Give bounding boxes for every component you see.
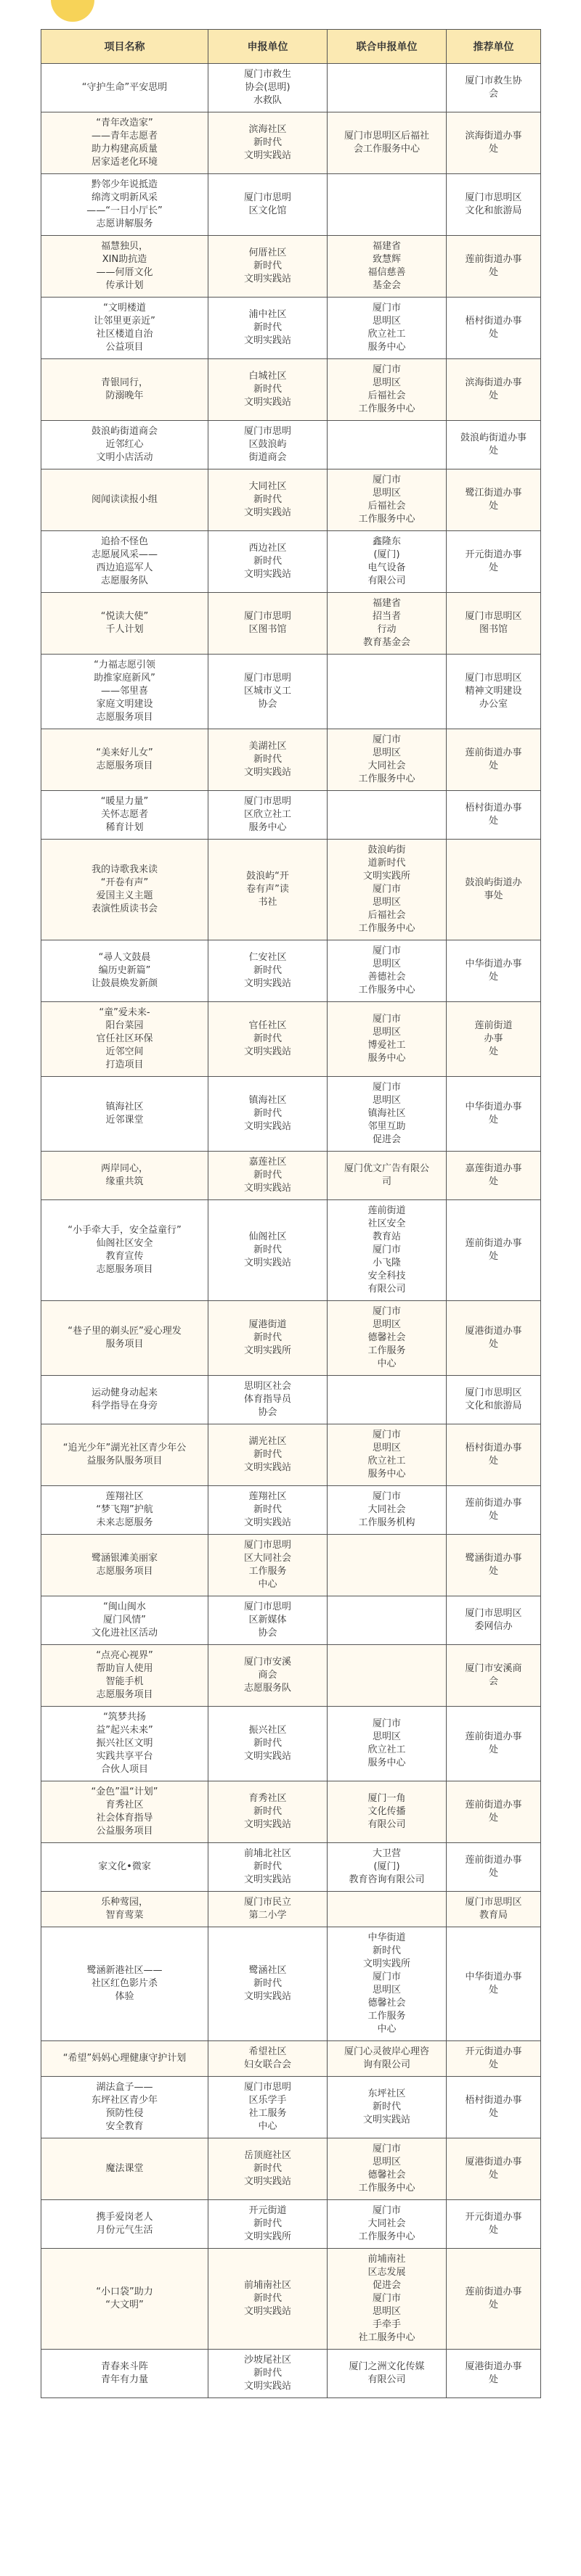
cell-applicant: 厦门市思明 区城市义工 协会 <box>208 655 328 729</box>
table-row <box>41 531 541 593</box>
cell-project-name: “闽山闽水 厦门风情” 文化进社区活动 <box>41 1596 208 1645</box>
cell-joint-applicant: 厦门市 思明区 后福社会 工作服务中心 <box>328 359 447 421</box>
cell-applicant: 振兴社区 新时代 文明实践站 <box>208 1707 328 1781</box>
table-row <box>41 236 541 298</box>
table-row <box>41 1927 541 2041</box>
cell-recommender: 莲前街道办事 处 <box>447 2249 541 2350</box>
table-row <box>41 729 541 791</box>
cell-joint-applicant: 大卫营 (厦门) 教育咨询有限公司 <box>328 1843 447 1892</box>
cell-joint-applicant <box>328 1535 447 1596</box>
cell-recommender: 梧村街道办事 处 <box>447 2077 541 2138</box>
cell-applicant: 滨海社区 新时代 文明实践站 <box>208 112 328 174</box>
cell-project-name: “巷子里的剃头匠”爱心理发 服务项目 <box>41 1301 208 1376</box>
cell-recommender: 厦门市思明区 图书馆 <box>447 593 541 655</box>
cell-joint-applicant <box>328 655 447 729</box>
cell-applicant: 厦门市思明 区图书馆 <box>208 593 328 655</box>
cell-recommender: 厦门市思明区 文化和旅游局 <box>447 174 541 236</box>
header-recommender: 推荐单位 <box>447 30 541 64</box>
cell-project-name: 我的诗歌我来读 “开卷有声” 爱国主义主题 表演性质读书会 <box>41 840 208 940</box>
cell-recommender: 厦门市安溪商 会 <box>447 1645 541 1707</box>
cell-project-name: 乐种莺园， 智育莺菜 <box>41 1892 208 1927</box>
cell-project-name: “守护生命”平安思明 <box>41 64 208 112</box>
table-row <box>41 655 541 729</box>
table-row <box>41 1645 541 1707</box>
table-row <box>41 2249 541 2350</box>
cell-joint-applicant: 厦门市 思明区 欣立社工 服务中心 <box>328 1424 447 1486</box>
table-row <box>41 112 541 174</box>
cell-joint-applicant: 厦门市 思明区 德馨社会 工作服务中心 <box>328 2138 447 2200</box>
cell-applicant: 厦门市思明 区文化馆 <box>208 174 328 236</box>
table-row <box>41 1535 541 1596</box>
cell-joint-applicant: 厦门之洲文化传媒 有限公司 <box>328 2350 447 2398</box>
cell-joint-applicant: 厦门市 思明区 博爱社工 服务中心 <box>328 1002 447 1077</box>
cell-applicant: 思明区社会 体育指导员 协会 <box>208 1376 328 1424</box>
cell-project-name: “尋人文鼓晨 编历史新篇” 让鼓晨焕发新颜 <box>41 940 208 1002</box>
table-row <box>41 1200 541 1301</box>
project-table <box>41 29 541 2398</box>
cell-project-name: “希望”妈妈心理健康守护计划 <box>41 2041 208 2077</box>
cell-project-name: 魔法课堂 <box>41 2138 208 2200</box>
cell-applicant: 美湖社区 新时代 文明实践站 <box>208 729 328 791</box>
header-joint-applicant: 联合申报单位 <box>328 30 447 64</box>
table-row <box>41 1152 541 1200</box>
table-row <box>41 2350 541 2398</box>
table-row <box>41 1781 541 1843</box>
cell-recommender: 梧村街道办事 处 <box>447 298 541 359</box>
cell-recommender: 莲前街道 办事 处 <box>447 1002 541 1077</box>
cell-recommender: 鹭江街道办事 处 <box>447 469 541 531</box>
cell-joint-applicant: 厦门一角 文化传播 有限公司 <box>328 1781 447 1843</box>
cell-applicant: 厦门市思明 区乐学手 社工服务 中心 <box>208 2077 328 2138</box>
cell-recommender: 厦港街道办事 处 <box>447 2138 541 2200</box>
cell-project-name: 家文化•微家 <box>41 1843 208 1892</box>
table-row <box>41 2041 541 2077</box>
table-row <box>41 298 541 359</box>
cell-joint-applicant: 厦门优文广告有限公 司 <box>328 1152 447 1200</box>
cell-recommender: 滨海街道办事 处 <box>447 359 541 421</box>
cell-recommender: 厦门市思明区 文化和旅游局 <box>447 1376 541 1424</box>
table-row <box>41 174 541 236</box>
table-row <box>41 1596 541 1645</box>
cell-applicant: 厦门市民立 第二小学 <box>208 1892 328 1927</box>
table-row <box>41 1002 541 1077</box>
cell-recommender: 厦门市思明区 精神文明建设 办公室 <box>447 655 541 729</box>
cell-recommender: 莲前街道办事 处 <box>447 729 541 791</box>
cell-applicant: 何厝社区 新时代 文明实践站 <box>208 236 328 298</box>
cell-recommender: 莲前街道办事 处 <box>447 1781 541 1843</box>
cell-joint-applicant: 厦门市思明区后福社 会工作服务中心 <box>328 112 447 174</box>
cell-applicant: 岳顶庭社区 新时代 文明实践站 <box>208 2138 328 2200</box>
cell-recommender: 厦港街道办事 处 <box>447 1301 541 1376</box>
cell-applicant: 厦门市思明 区鼓浪屿 街道商会 <box>208 421 328 469</box>
header-project-name: 项目名称 <box>41 30 208 64</box>
cell-project-name: 追拾不怪色 志愿展风采—— 西边追巡军人 志愿服务队 <box>41 531 208 593</box>
cell-applicant: 大同社区 新时代 文明实践站 <box>208 469 328 531</box>
table-row <box>41 2200 541 2249</box>
project-table-container <box>41 29 540 2398</box>
cell-recommender: 莲前街道办事 处 <box>447 1486 541 1535</box>
table-row <box>41 1301 541 1376</box>
cell-recommender: 鹭涵街道办事 处 <box>447 1535 541 1596</box>
cell-applicant: 厦门市思明 区欣立社工 服务中心 <box>208 791 328 840</box>
table-row <box>41 469 541 531</box>
cell-recommender: 嘉莲街道办事 处 <box>447 1152 541 1200</box>
cell-recommender: 莲前街道办事 处 <box>447 1843 541 1892</box>
cell-project-name: 湖法盒子—— 东坪社区青少年 预防性侵 安全教育 <box>41 2077 208 2138</box>
cell-applicant: 开元街道 新时代 文明实践所 <box>208 2200 328 2249</box>
cell-recommender: 中华街道办事 处 <box>447 940 541 1002</box>
cell-project-name: 两岸同心， 缘重共筑 <box>41 1152 208 1200</box>
cell-recommender: 开元街道办事 处 <box>447 531 541 593</box>
table-row <box>41 791 541 840</box>
cell-project-name: “点亮心视界” 帮助盲人使用 智能手机 志愿服务项目 <box>41 1645 208 1707</box>
cell-project-name: “小手牵大手，安全益童行” 仙阁社区安全 教育宣传 志愿服务项目 <box>41 1200 208 1301</box>
cell-applicant: 湖光社区 新时代 文明实践站 <box>208 1424 328 1486</box>
cell-joint-applicant <box>328 1645 447 1707</box>
cell-joint-applicant: 厦门市 思明区 善德社会 工作服务中心 <box>328 940 447 1002</box>
cell-joint-applicant <box>328 791 447 840</box>
cell-joint-applicant: 厦门心灵彼岸心理咨 询有限公司 <box>328 2041 447 2077</box>
cell-recommender: 滨海街道办事 处 <box>447 112 541 174</box>
cell-project-name: “童”爱未来- 阳台菜园 官任社区环保 近邻空间 打造项目 <box>41 1002 208 1077</box>
table-row <box>41 593 541 655</box>
cell-joint-applicant: 福建省 致慧辉 福信慈善 基金会 <box>328 236 447 298</box>
cell-joint-applicant: 鼓浪屿街 道新时代 文明实践所 厦门市 思明区 后福社会 工作服务中心 <box>328 840 447 940</box>
cell-project-name: 鹭涵新港社区—— 社区红色影片杀 体验 <box>41 1927 208 2041</box>
cell-joint-applicant: 莲前街道 社区安全 教育站 厦门市 小飞隆 安全科技 有限公司 <box>328 1200 447 1301</box>
cell-recommender: 厦门市救生协 会 <box>447 64 541 112</box>
table-row <box>41 1376 541 1424</box>
cell-recommender: 梧村街道办事 处 <box>447 791 541 840</box>
cell-joint-applicant: 中华街道 新时代 文明实践所 厦门市 思明区 德馨社会 工作服务 中心 <box>328 1927 447 2041</box>
cell-recommender: 开元街道办事 处 <box>447 2041 541 2077</box>
cell-applicant: 前埔北社区 新时代 文明实践站 <box>208 1843 328 1892</box>
cell-joint-applicant: 厦门市 思明区 欣立社工 服务中心 <box>328 1707 447 1781</box>
cell-recommender: 中华街道办事 处 <box>447 1077 541 1152</box>
cell-project-name: 阅闻读读报小组 <box>41 469 208 531</box>
cell-recommender: 莲前街道办事 处 <box>447 236 541 298</box>
cell-applicant: 仙阁社区 新时代 文明实践站 <box>208 1200 328 1301</box>
cell-project-name: “美来好儿女” 志愿服务项目 <box>41 729 208 791</box>
cell-recommender: 中华街道办事 处 <box>447 1927 541 2041</box>
cell-recommender: 开元街道办事 处 <box>447 2200 541 2249</box>
cell-project-name: 青春来斗阵 青年有力量 <box>41 2350 208 2398</box>
cell-recommender: 莲前街道办事 处 <box>447 1200 541 1301</box>
cell-joint-applicant <box>328 64 447 112</box>
table-body <box>41 64 541 2398</box>
cell-project-name: “青年改造家” ——青年志愿者 助力构建高质量 居家适老化环境 <box>41 112 208 174</box>
cell-applicant: 浦中社区 新时代 文明实践站 <box>208 298 328 359</box>
cell-project-name: 福慧独贝， XIN助抗造 ——何厝文化 传承计划 <box>41 236 208 298</box>
cell-recommender: 鼓浪屿街道办 事处 <box>447 840 541 940</box>
table-row <box>41 1077 541 1152</box>
cell-joint-applicant: 厦门市 思明区 镇海社区 邻里互助 促进会 <box>328 1077 447 1152</box>
cell-project-name: “小口袋”助力 “大文明” <box>41 2249 208 2350</box>
cell-applicant: 厦门市思明 区新媒体 协会 <box>208 1596 328 1645</box>
cell-project-name: 镇海社区 近邻课堂 <box>41 1077 208 1152</box>
cell-applicant: 厦港街道 新时代 文明实践所 <box>208 1301 328 1376</box>
cell-project-name: 青银同行， 防溺晚年 <box>41 359 208 421</box>
cell-recommender: 梧村街道办事 处 <box>447 1424 541 1486</box>
cell-joint-applicant: 厦门市 思明区 大同社会 工作服务中心 <box>328 729 447 791</box>
cell-joint-applicant: 鑫隆东 (厦门) 电气设备 有限公司 <box>328 531 447 593</box>
cell-applicant: 西边社区 新时代 文明实践站 <box>208 531 328 593</box>
cell-applicant: 希望社区 妇女联合会 <box>208 2041 328 2077</box>
cell-project-name: “筑梦共扬 益”起兴未来” 振兴社区文明 实践共享平台 合伙人项目 <box>41 1707 208 1781</box>
table-row <box>41 1424 541 1486</box>
cell-joint-applicant: 福建省 招当者 行动 教育基金会 <box>328 593 447 655</box>
cell-project-name: “暖星力量” 关怀志愿者 稀育计划 <box>41 791 208 840</box>
cell-joint-applicant: 厦门市 思明区 欣立社工 服务中心 <box>328 298 447 359</box>
cell-joint-applicant: 厦门市 大同社会 工作服务中心 <box>328 2200 447 2249</box>
table-row <box>41 1843 541 1892</box>
cell-recommender: 鼓浪屿街道办事 处 <box>447 421 541 469</box>
cell-applicant: 厦门市安溪 商会 志愿服务队 <box>208 1645 328 1707</box>
cell-applicant: 鹭涵社区 新时代 文明实践站 <box>208 1927 328 2041</box>
cell-applicant: 莲翔社区 新时代 文明实践站 <box>208 1486 328 1535</box>
cell-recommender: 厦港街道办事 处 <box>447 2350 541 2398</box>
table-row <box>41 64 541 112</box>
cell-project-name: 黔邻少年说抵造 绵湾文明新风采 ——“一日小厅长” 志愿讲解服务 <box>41 174 208 236</box>
table-row <box>41 1707 541 1781</box>
table-row <box>41 1486 541 1535</box>
cell-joint-applicant <box>328 1596 447 1645</box>
cell-project-name: 鹭涵银滩美丽家 志愿服务项目 <box>41 1535 208 1596</box>
cell-applicant: 仁安社区 新时代 文明实践站 <box>208 940 328 1002</box>
header-applicant: 申报单位 <box>208 30 328 64</box>
cell-applicant: 厦门市思明 区大同社会 工作服务 中心 <box>208 1535 328 1596</box>
cell-recommender: 莲前街道办事 处 <box>447 1707 541 1781</box>
cell-applicant: 厦门市救生 协会(思明) 水救队 <box>208 64 328 112</box>
table-header-row <box>41 30 541 64</box>
cell-joint-applicant <box>328 174 447 236</box>
table-row <box>41 2138 541 2200</box>
cell-applicant: 白城社区 新时代 文明实践站 <box>208 359 328 421</box>
cell-joint-applicant: 厦门市 思明区 后福社会 工作服务中心 <box>328 469 447 531</box>
cell-project-name: “文明楼道 让邻里更亲近” 社区楼道自治 公益项目 <box>41 298 208 359</box>
cell-applicant: 鼓浪屿“开 卷有声”读 书社 <box>208 840 328 940</box>
table-row <box>41 940 541 1002</box>
table-row <box>41 2077 541 2138</box>
cell-project-name: 携手爱岗老人 月份元气生活 <box>41 2200 208 2249</box>
cell-project-name: “追光少年”湖光社区青少年公 益服务队服务项目 <box>41 1424 208 1486</box>
cell-joint-applicant: 厦门市 大同社会 工作服务机构 <box>328 1486 447 1535</box>
cell-project-name: “力福志愿引领 助推家庭新风” ——邻里喜 家庭文明建设 志愿服务项目 <box>41 655 208 729</box>
table-row <box>41 1892 541 1927</box>
cell-joint-applicant: 前埔南社 区志发展 促进会 厦门市 思明区 手牵手 社工服务中心 <box>328 2249 447 2350</box>
cell-applicant: 育秀社区 新时代 文明实践站 <box>208 1781 328 1843</box>
cell-applicant: 嘉莲社区 新时代 文明实践站 <box>208 1152 328 1200</box>
table-row <box>41 421 541 469</box>
cell-joint-applicant <box>328 1892 447 1927</box>
cell-applicant: 前埔南社区 新时代 文明实践站 <box>208 2249 328 2350</box>
cell-project-name: 鼓浪屿街道商会 近邻红心 文明小店活动 <box>41 421 208 469</box>
cell-applicant: 沙坡尾社区 新时代 文明实践站 <box>208 2350 328 2398</box>
cell-recommender: 厦门市思明区 委网信办 <box>447 1596 541 1645</box>
cell-joint-applicant <box>328 421 447 469</box>
cell-applicant: 镇海社区 新时代 文明实践站 <box>208 1077 328 1152</box>
cell-joint-applicant <box>328 1376 447 1424</box>
decorative-circle <box>51 0 94 22</box>
cell-applicant: 官任社区 新时代 文明实践站 <box>208 1002 328 1077</box>
table-row <box>41 840 541 940</box>
cell-joint-applicant: 厦门市 思明区 德馨社会 工作服务 中心 <box>328 1301 447 1376</box>
cell-project-name: 莲翔社区 “梦飞翔”护航 未来志愿服务 <box>41 1486 208 1535</box>
cell-project-name: “悦读大使” 千人计划 <box>41 593 208 655</box>
cell-project-name: 运动健身动起来 科学指导在身旁 <box>41 1376 208 1424</box>
cell-recommender: 厦门市思明区 教育局 <box>447 1892 541 1927</box>
table-row <box>41 359 541 421</box>
cell-joint-applicant: 东坪社区 新时代 文明实践站 <box>328 2077 447 2138</box>
cell-project-name: “金色”温“计划” 育秀社区 社会体育指导 公益服务项目 <box>41 1781 208 1843</box>
